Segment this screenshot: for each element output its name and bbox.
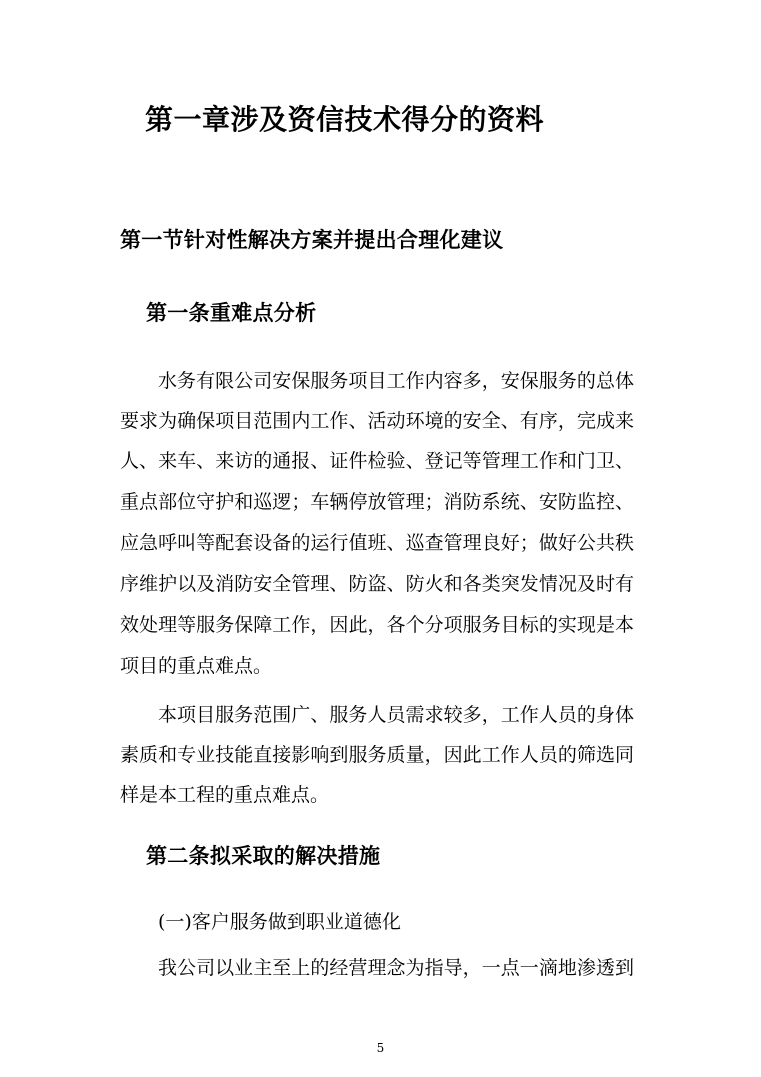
paragraph-line: 我公司以业主至上的经营理念为指导，一点一滴地渗透到: [158, 957, 634, 979]
chapter-title: 第一章涉及资信技术得分的资料: [145, 103, 545, 136]
article-2-title: 第二条拟采取的解决措施: [146, 843, 381, 868]
paragraph-line: 水务有限公司安保服务项目工作内容多，安保服务的总体: [158, 370, 634, 392]
paragraph-line: 要求为确保项目范围内工作、活动环境的安全、有序，完成来: [120, 410, 634, 432]
paragraph-line: 项目的重点难点。: [120, 655, 273, 677]
article-1-title: 第一条重难点分析: [146, 300, 317, 325]
sub-heading: (一)客户服务做到职业道德化: [158, 911, 401, 933]
paragraph-line: 素质和专业技能直接影响到服务质量，因此工作人员的筛选同: [120, 744, 634, 766]
paragraph-line: 效处理等服务保障工作，因此，各个分项服务目标的实现是本: [120, 614, 634, 636]
paragraph-line: 样是本工程的重点难点。: [120, 784, 330, 806]
paragraph-line: 序维护以及消防安全管理、防盗、防火和各类突发情况及时有: [120, 573, 634, 595]
paragraph-line: 人、来车、来访的通报、证件检验、登记等管理工作和门卫、: [120, 450, 634, 472]
page-number: 5: [376, 1041, 385, 1055]
section-title: 第一节针对性解决方案并提出合理化建议: [120, 227, 504, 252]
paragraph-line: 重点部位守护和巡逻；车辆停放管理；消防系统、安防监控、: [120, 491, 634, 513]
paragraph-line: 本项目服务范围广、服务人员需求较多，工作人员的身体: [158, 704, 634, 726]
paragraph-line: 应急呼叫等配套设备的运行值班、巡查管理良好；做好公共秩: [120, 532, 634, 554]
